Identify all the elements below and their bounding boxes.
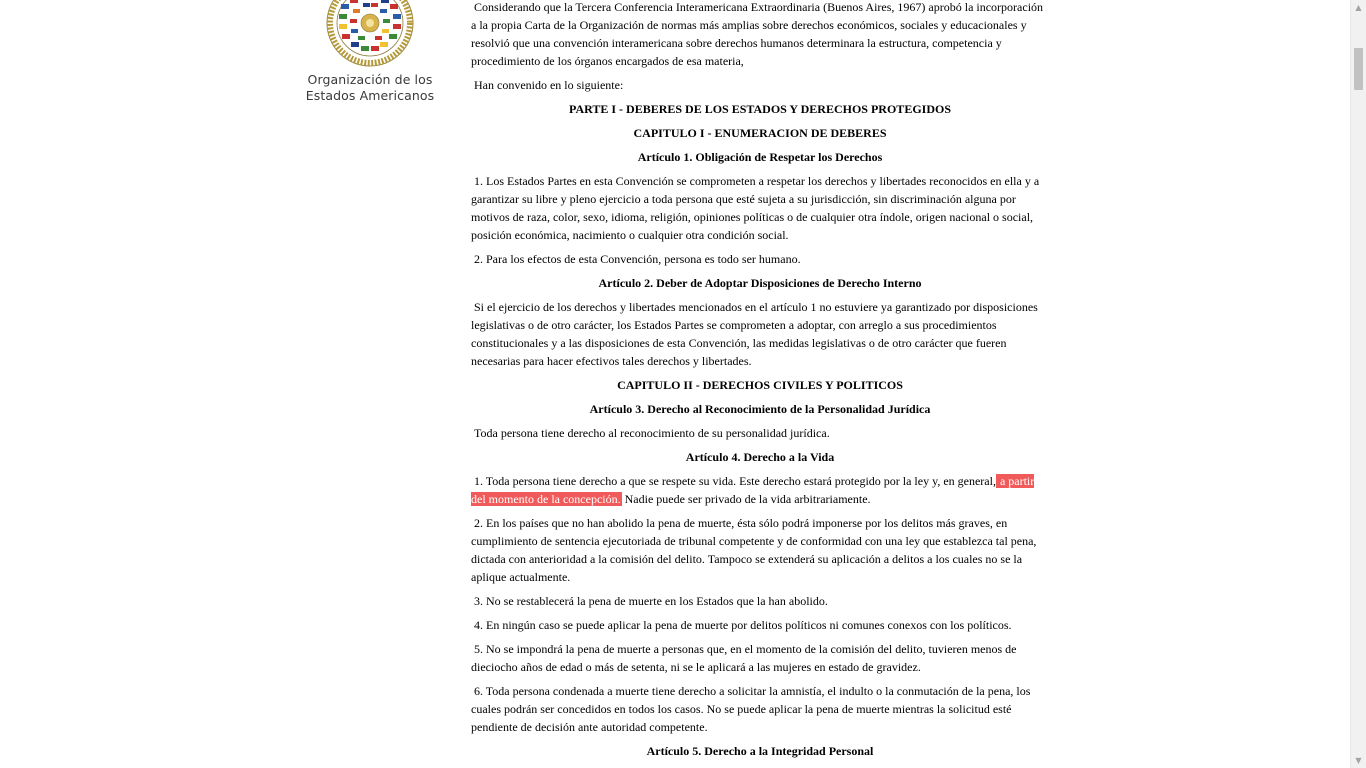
article4-paragraph3: 3. No se restablecerá la pena de muerte en los Estados que la han abolido. xyxy=(474,594,828,608)
agreed-paragraph: Han convenido en lo siguiente: xyxy=(474,78,624,92)
scroll-down-arrow-icon[interactable]: ▼ xyxy=(1355,756,1362,765)
organization-name xyxy=(300,72,440,104)
article4-title: Artículo 4. Derecho a la Vida xyxy=(685,450,835,464)
logo-column xyxy=(300,0,440,104)
highlighted-text: a partir del momento de la concepción. xyxy=(471,474,1035,506)
scroll-up-arrow-icon[interactable]: ▲ xyxy=(1355,3,1362,12)
chapter1-title: CAPITULO I - ENUMERACION DE DEBERES xyxy=(633,126,887,140)
article3-paragraph1: Toda persona tiene derecho al reconocimiento de su personalidad jurídica. xyxy=(474,426,830,440)
article2-paragraph1: Si el ejercicio de los derechos y libertades mencionados en el artículo 1 no estuviere ya garantizado por disposiciones legislativas o de otro carácter, los Estados Partes se comprometen a adoptar, con arreglo a sus procedimientos constitucionales y a las disposiciones de esta Convención, las medidas legislativas o de otro carácter que fueren necesarias para hacer efectivos tales derechos y libertades. xyxy=(471,300,1038,368)
article4-paragraph5: 5. No se impondrá la pena de muerte a personas que, en el momento de la comisión del delito, tuvieren menos de dieciocho años de edad o más de setenta, ni se le aplicará a las mujeres en estado de gravidez. xyxy=(471,642,1017,674)
intro-paragraph: Considerando que la Tercera Conferencia Interamericana Extraordinaria (Buenos Aires, 1967) aprobó la incorporación a la propia Carta de la Organización de normas más amplias sobre derechos económicos, sociales y educacionales y resolvió que una convención interamericana sobre derechos humanos determinara la estructura, competencia y procedimiento de los órganos encargados de esa materia, xyxy=(471,0,1044,68)
document-body xyxy=(471,0,1049,766)
article5-title: Artículo 5. Derecho a la Integridad Personal xyxy=(646,744,874,758)
article2-title: Artículo 2. Deber de Adoptar Disposiciones de Derecho Interno xyxy=(598,276,922,290)
article4-p1-text: 1. Toda persona tiene derecho a que se respete su vida. Este derecho estará protegido por la ley y, en general, xyxy=(474,474,996,488)
part1-title: PARTE I - DEBERES DE LOS ESTADOS Y DERECHOS PROTEGIDOS xyxy=(569,102,951,116)
article4-paragraph2: 2. En los países que no han abolido la pena de muerte, ésta sólo podrá imponerse por los delitos más graves, en cumplimiento de sentencia ejecutoriada de tribunal competente y de conformidad con una ley que establezca tal pena, dictada con anterioridad a la comisión del delito. Tampoco se extenderá su aplicación a delitos a los cuales no se la aplique actualmente. xyxy=(471,516,1037,584)
article3-title: Artículo 3. Derecho al Reconocimiento de la Personalidad Jurídica xyxy=(589,402,931,416)
organization-name-line1: Organización de los xyxy=(307,72,433,87)
article1-title: Artículo 1. Obligación de Respetar los Derechos xyxy=(637,150,883,164)
chapter2-title: CAPITULO II - DERECHOS CIVILES Y POLITICOS xyxy=(617,378,903,392)
vertical-scrollbar[interactable] xyxy=(1350,0,1366,768)
scrollbar-thumb[interactable] xyxy=(1354,48,1363,90)
article1-paragraph1: 1. Los Estados Partes en esta Convención se comprometen a respetar los derechos y libertades reconocidos en ella y a garantizar su libre y pleno ejercicio a toda persona que esté sujeta a su jurisdicción, sin discriminación alguna por motivos de raza, color, sexo, idioma, religión, opiniones políticas o de cualquier otra índole, origen nacional o social, posición económica, nacimiento o cualquier otra condición social. xyxy=(471,174,1040,242)
oas-emblem-icon xyxy=(325,0,415,68)
organization-name-line2: Estados Americanos xyxy=(305,88,435,103)
article1-paragraph2: 2. Para los efectos de esta Convención, persona es todo ser humano. xyxy=(474,252,801,266)
article4-p1-rest: Nadie puede ser privado de la vida arbitrariamente. xyxy=(621,492,871,506)
article4-paragraph4: 4. En ningún caso se puede aplicar la pena de muerte por delitos políticos ni comunes conexos con los políticos. xyxy=(474,618,1012,632)
article4-paragraph6: 6. Toda persona condenada a muerte tiene derecho a solicitar la amnistía, el indulto o la conmutación de la pena, los cuales podrán ser concedidos en todos los casos. No se puede aplicar la pena de muerte mientras la solicitud esté pendiente de decisión ante autoridad competente. xyxy=(471,684,1031,734)
article4-paragraph1 xyxy=(471,472,1049,508)
